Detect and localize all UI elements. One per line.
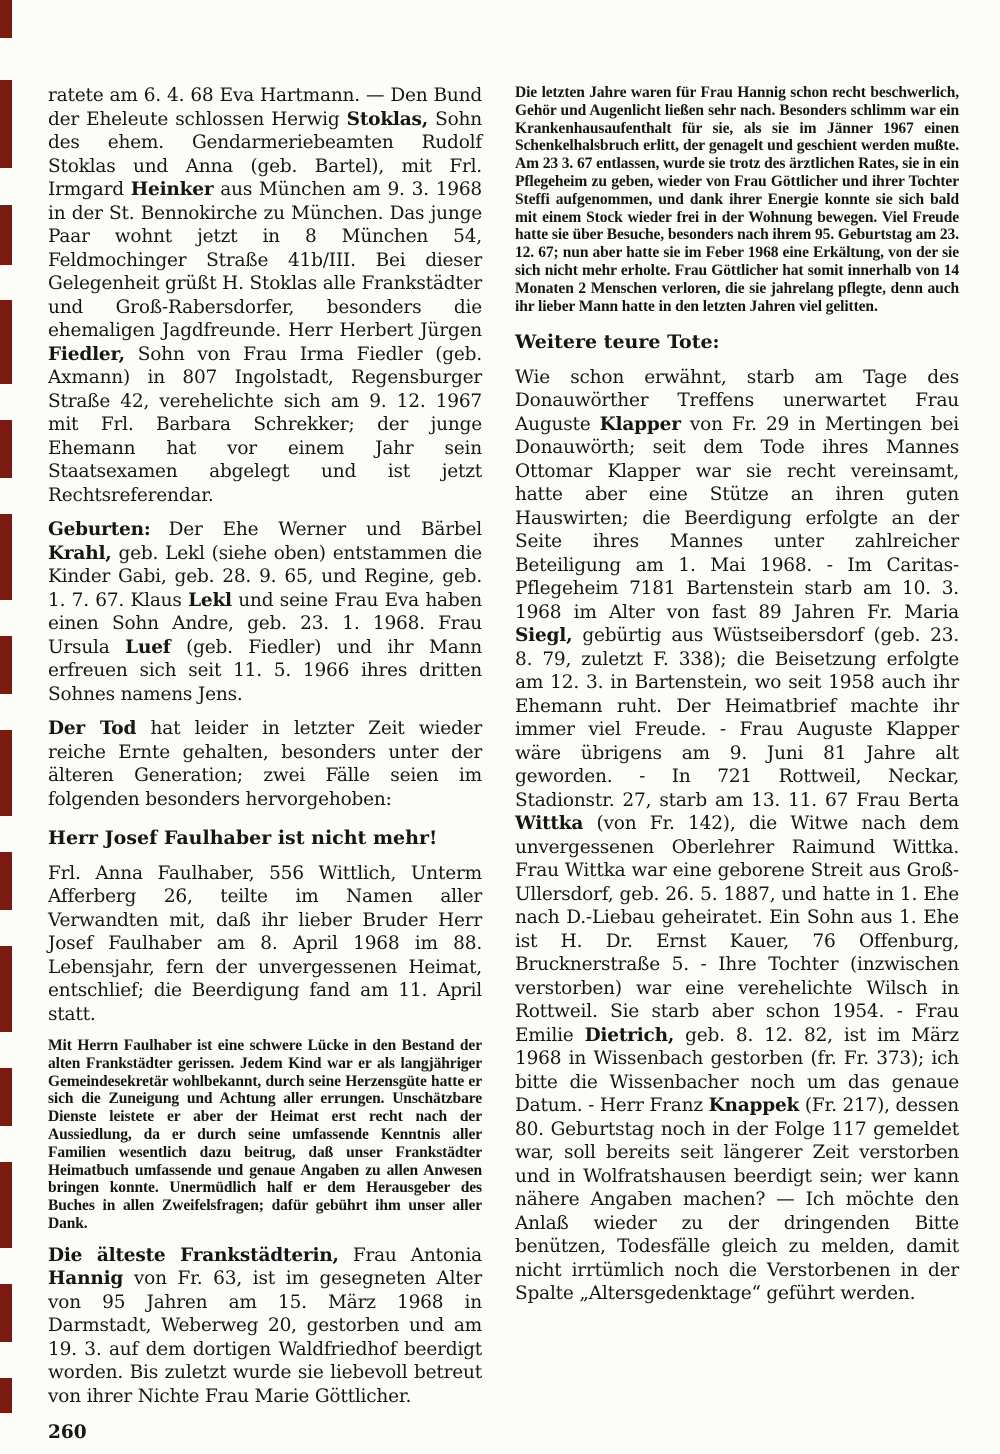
bold-text: Luef [125,636,171,658]
text-run: Mit Herrn Faulhaber ist eine schwere Lücke in den Bestand der alten Frankstädter gerissen. Jedem Kind war er als langjähriger Gemeindesekretär wohlbekannt, durch seine Herzensgüte hatte er sich die Zuneigung und Achtung aller errungen. Unschätzbare Dienste leistete er aber der Heimat erst recht nach der Aussiedlung, da er durch seine umfassende Kenntnis aller Familien wesentlich dazu beitrug, daß unser Frankstädter Heimatbuch umfassende und genaue Angaben zu allen Anwesen bringen konnte. Unermüdlich half er dem Herausgeber des Buches in allen Zweifelsfragen; dafür gebührt ihm unser aller Dank. [48,1037,482,1232]
text-run: aus München am 9. 3. 1968 in der St. Bennokirche zu München. Das junge Paar wohnt jetzt in 8 München 54, Feldmochinger Straße 41b/III. Bei dieser Gelegenheit grüßt H. Stoklas alle Frankstädter und Groß-Rabersdorfer, besonders die ehemaligen Jagdfreunde. Herr Herbert Jürgen [48,179,482,341]
scan-edge-mark [0,852,12,910]
bold-text: Hannig [48,1268,124,1290]
bold-text: Krahl, [48,542,112,564]
bold-text: Klapper [599,413,681,435]
paragraph [48,862,482,1027]
scan-edge-mark [0,1162,12,1248]
bold-text: Geburten: [48,519,151,540]
bold-text: Siegl, [515,625,573,647]
section-heading [515,331,959,355]
scan-edge-mark [0,1378,12,1413]
scan-edge-mark [0,946,12,1032]
scan-edge-mark [0,420,12,478]
bold-text: Wittka [515,813,584,835]
section-heading [48,827,482,851]
paragraph [48,518,482,706]
bold-text: Der Tod [48,718,137,739]
scan-edge-mark [0,730,12,816]
text-run: (Fr. 217), dessen 80. Geburtstag noch in der Folge 117 gemeldet war, soll bereits seit längerer Zeit verstorben und in Wolfratshausen beerdigt sein; wer kann nähere Angaben machen? — Ich möchte den Anlaß wieder zu der dringenden Bitte benützen, Todesfälle gleich zu melden, damit nicht irrtümlich noch die Verstorbenen in der Spalte „Altersgedenktage“ geführt werden. [515,1095,959,1305]
text-run: geb. 8. 12. 82, ist im März 1968 in Wissenbach gestorben (fr. Fr. 373); ich bitte die Wissenbacher noch um das genaue Datum. - Herr Franz [515,1024,959,1117]
text-run: Die letzten Jahre waren für Frau Hannig schon recht beschwerlich, Gehör und Augenlicht ließen sehr nach. Besonders schlimm war ein Krankenhausaufenthalt für sie, als sie im Jänner 1967 einen Schenkelhalsbruch erlitt, der genagelt und geschient werden mußte. Am 23 3. 67 entlassen, wurde sie trotz des ärztlichen Rates, sie in ein Pflegeheim zu geben, wieder von Frau Göttlicher und ihrer Tochter Steffi aufgenommen, und dank ihrer Energie konnte sie sich bald mit einem Stock wieder frei in der Wohnung bewegen. Viel Freude hatte sie über Besuche, besonders nach ihrem 95. Geburtstag am 23. 12. 67; nun aber hatte sie im Feber 1968 eine Erkältung, von der sie sich nicht mehr erholte. Frau Göttlicher hat somit innerhalb von 14 Monaten 2 Menschen verloren, die sie jahrelang pflegte, denn auch ihr lieber Mann hatte in den letzten Jahren viel gelitten. [515,84,959,315]
paragraph [515,84,959,315]
paragraph [48,717,482,811]
text-run: Der Ehe Werner und Bärbel [150,519,482,540]
text-run: von Fr. 29 in Mertingen bei Donauwörth; seit dem Tode ihres Mannes Ottomar Klapper war sie recht vereinsamt, hatte aber eine Stütze an ihren guten Hauswirten; die Beerdigung erfolgte an der Seite ihres Mannes unter zahlreicher Beteiligung am 1. Mai 1968. - Im Caritas-Pflegeheim 7181 Bartenstein starb am 10. 3. 1968 im Alter von fast 89 Jahren Fr. Maria [515,413,959,623]
scan-edge-mark [0,300,12,384]
scan-edge-mark [0,205,12,265]
bold-text: Herr Josef Faulhaber ist nicht mehr! [48,827,438,849]
bold-text: Dietrich, [584,1024,675,1046]
scan-edge-mark [0,514,12,600]
text-run: Frau Antonia [338,1244,482,1266]
text-run: von Fr. 63, ist im gesegneten Alter von 95 Jahren am 15. März 1968 in Darmstadt, Weberweg 20, gestorben und am 19. 3. auf dem dortigen Waldfriedhof beerdigt worden. Bis zuletzt wurde sie liebevoll betreut von ihrer Nichte Frau Marie Göttlicher. [48,1268,482,1407]
left-column [48,84,482,1454]
text-run: Frl. Anna Faulhaber, 556 Wittlich, Unterm Afferberg 26, teilte im Namen aller Verwandten mit, daß ihr lieber Bruder Herr Josef Faulhaber am 8. April 1968 im 88. Lebensjahr, fern der unvergessenen Heimat, entschlief; die Beerdigung fand am 11. April statt. [48,862,482,1025]
scan-edge-mark [0,636,12,694]
text-run: Sohn des ehem. Gendarmeriebeamten Rudolf Stoklas und Anna (geb. Bartel), mit Frl. Irmgard [48,108,482,200]
text-columns [48,84,959,1454]
bold-text: Heinker [130,179,214,200]
bold-text: Fiedler, [48,343,125,365]
bold-text: Die älteste Frankstädterin, [48,1244,339,1266]
paragraph [48,1037,482,1233]
page-number: 260 [48,1422,87,1444]
scan-edge-mark [0,1068,12,1126]
scan-edge-mark [0,80,12,168]
paragraph [48,1244,482,1409]
text-run: (von Fr. 142), die Witwe nach dem unvergessenen Oberlehrer Raimund Wittka. Frau Wittka war eine geborene Streit aus Groß-Ullersdorf, geb. 26. 5. 1887, und hatte in 1. Ehe nach D.-Liebau geheiratet. Ein Sohn aus 1. Ehe ist H. Dr. Ernst Kauer, 76 Offenburg, Brucknerstraße 5. - Ihre Tochter (inzwischen verstorben) war eine verehelichte Wilsch in Rottweil. Sie starb aber schon 1954. - Frau Emilie [515,813,959,1046]
text-run: (geb. Fiedler) und ihr Mann erfreuen sich seit 11. 5. 1966 ihres dritten Sohnes namens Jens. [48,636,482,705]
bold-text: Weitere teure Tote: [515,331,720,354]
text-run: und seine Frau Eva haben einen Sohn Andre, geb. 23. 1. 1968. Frau Ursula [48,589,482,658]
text-run: geb. Lekl (siehe oben) entstammen die Kinder Gabi, geb. 28. 9. 65, und Regine, geb. 1. 7. 67. Klaus [48,542,482,611]
text-run: Wie schon erwähnt, starb am Tage des Donauwörther Treffens unerwartet Frau Auguste [515,366,959,435]
bold-text: Stoklas, [346,108,429,130]
text-run: Sohn von Frau Irma Fiedler (geb. Axmann) in 807 Ingolstadt, Regensburger Straße 42, verehelichte sich am 9. 12. 1967 mit Frl. Barbara Schrekker; der junge Ehemann hat vor einem Jahr sein Staatsexamen abgelegt und ist jetzt Rechtsreferendar. [48,343,482,506]
scan-edge-mark [0,0,12,38]
scan-edge-marks [0,0,12,1413]
right-column [515,84,959,1454]
scan-edge-mark [0,1284,12,1342]
paragraph [515,366,959,1306]
paragraph [48,84,482,507]
bold-text: Knappek [708,1095,800,1117]
text-run: ratete am 6. 4. 68 Eva Hartmann. — Den Bund der Eheleute schlossen Herwig [48,85,482,130]
text-run: gebürtig aus Wüstseibersdorf (geb. 23. 8. 79, zuletzt F. 338); die Beisetzung erfolgte am 12. 3. in Bartenstein, wo seit 1958 auch ihr Ehemann ruht. Der Heimatbrief machte ihr immer viel Freude. - Frau Auguste Klapper wäre übrigens am 9. Juni 81 Jahre alt geworden. - In 721 Rottweil, Neckar, Stadionstr. 27, starb am 13. 11. 67 Frau Berta [515,625,959,811]
text-run: hat leider in letzter Zeit wieder reiche Ernte gehalten, besonders unter der älteren Generation; zwei Fälle seien im folgenden besonders hervorgehoben: [48,718,482,810]
bold-text: Lekl [188,589,232,611]
